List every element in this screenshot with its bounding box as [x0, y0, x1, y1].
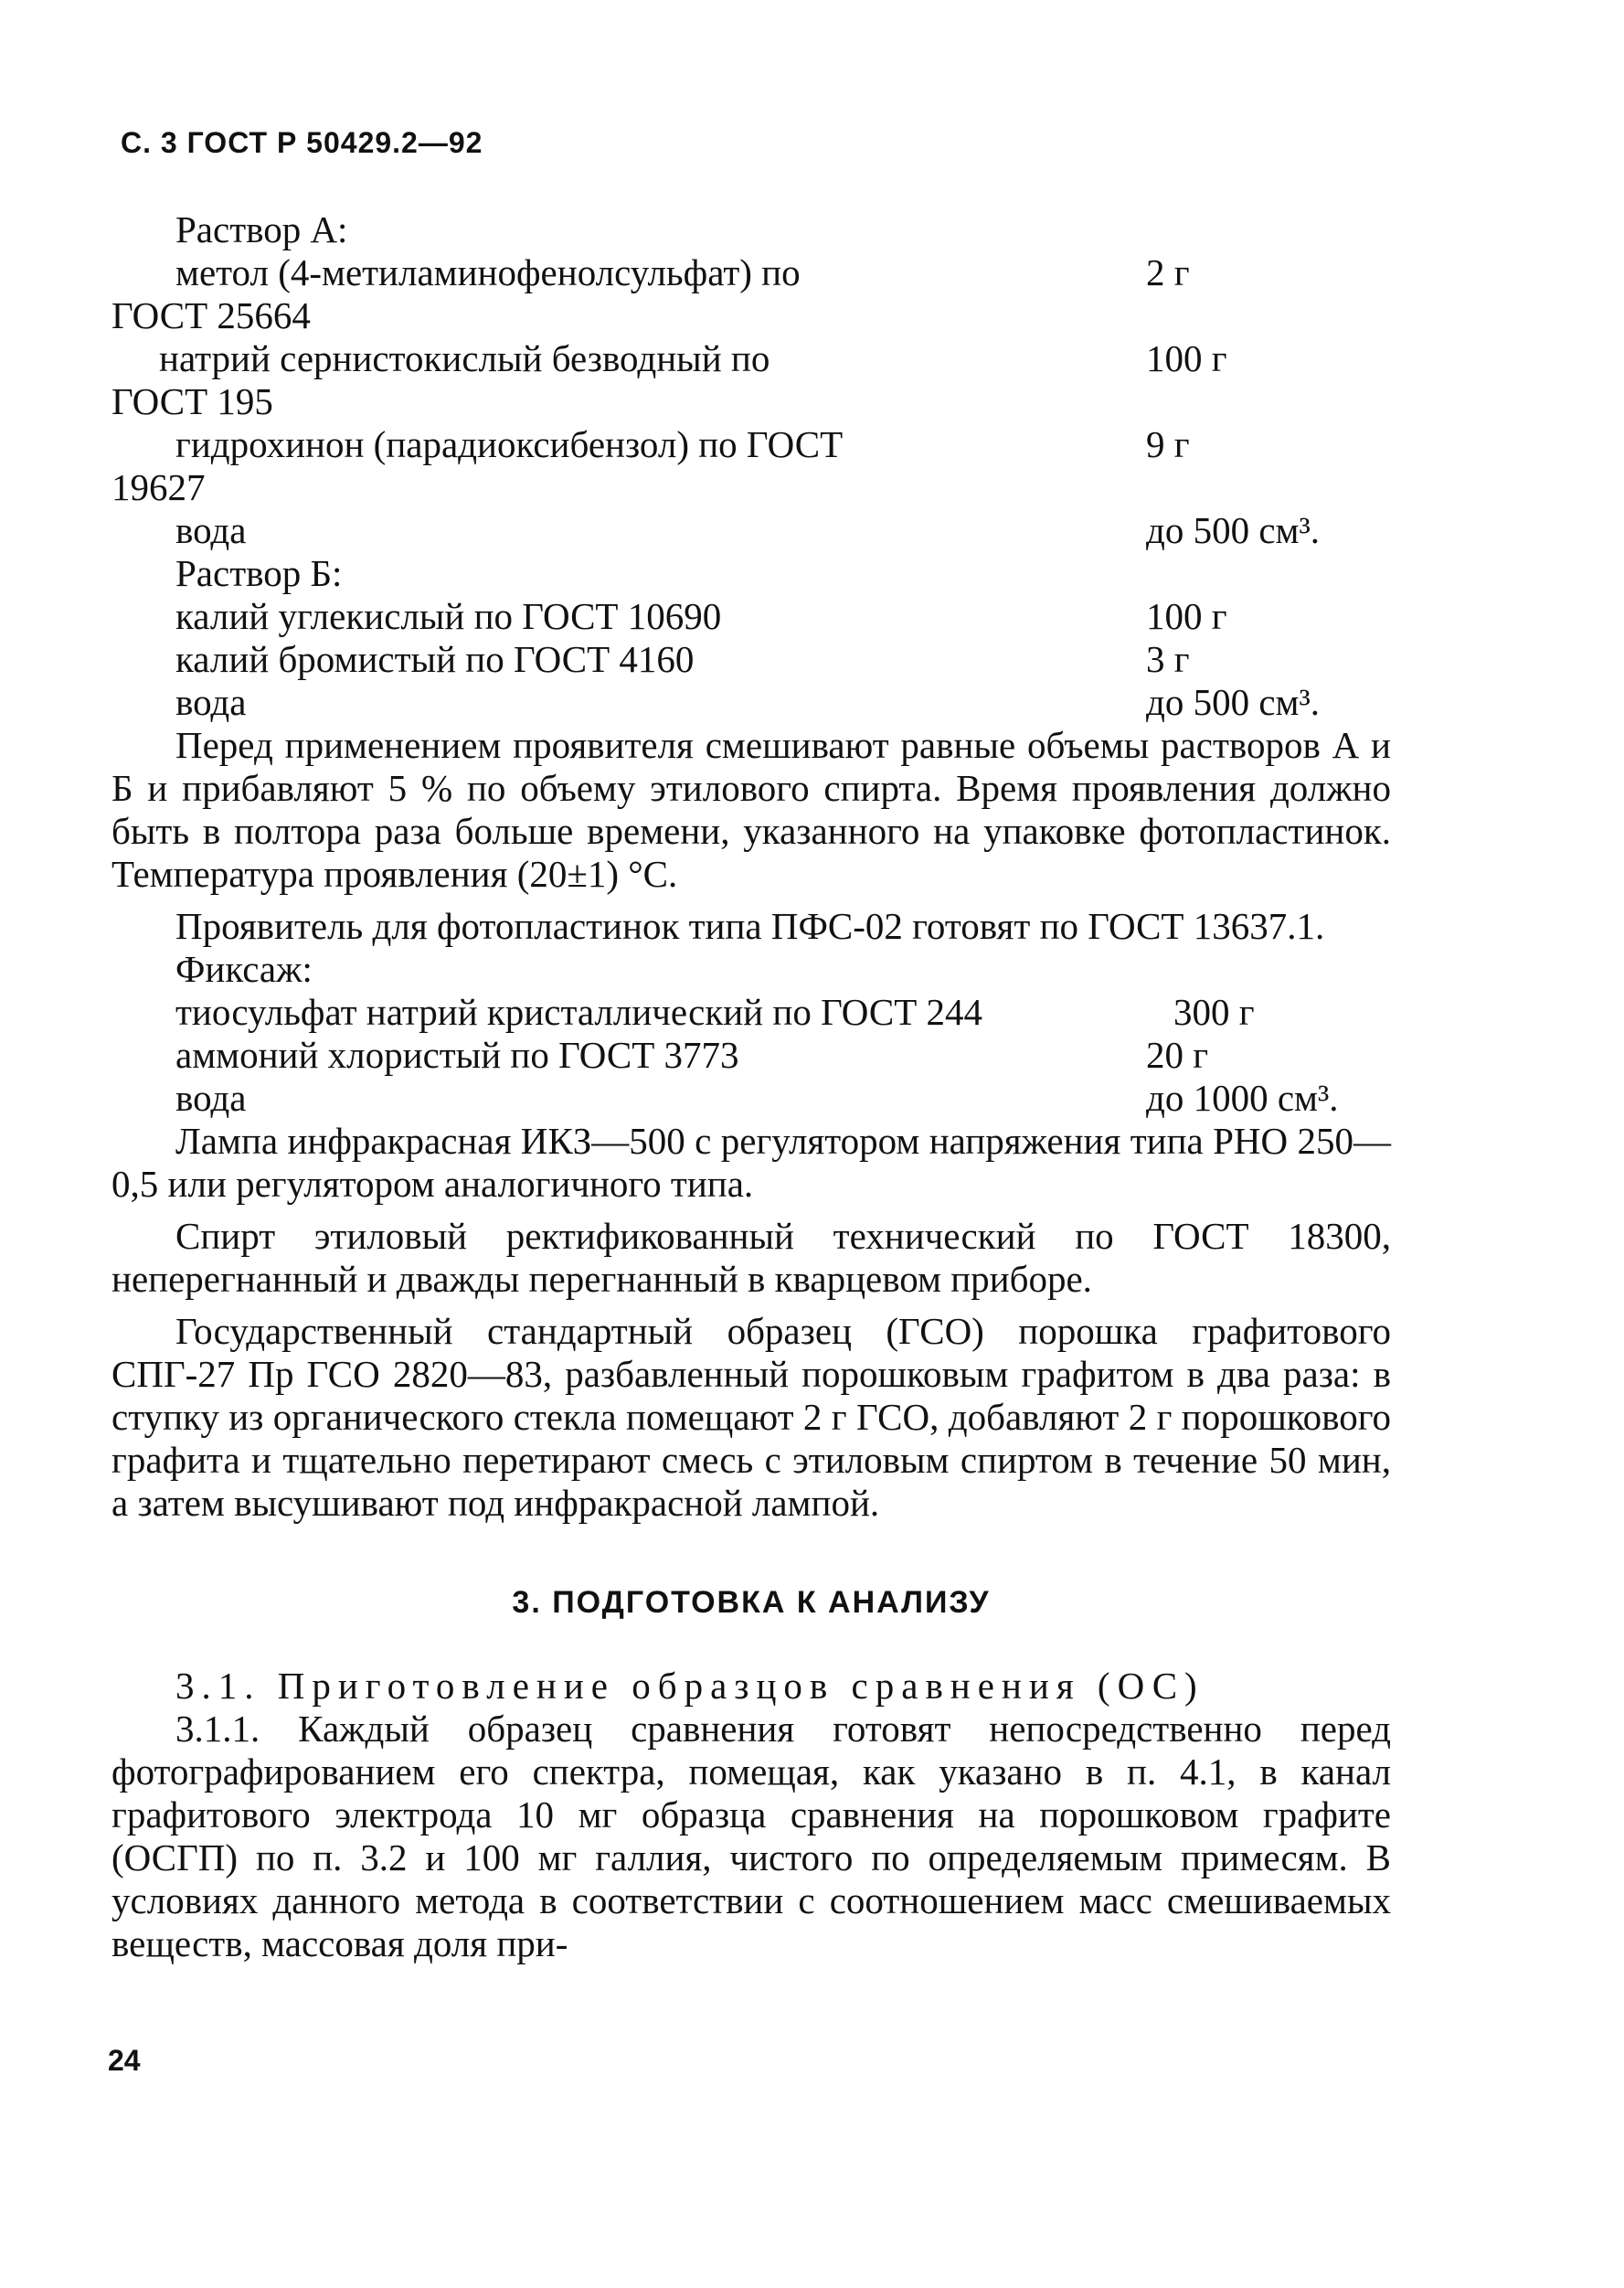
reagent-name: калий углекислый по ГОСТ 10690 — [175, 595, 722, 637]
fixer-title: Фиксаж: — [175, 948, 313, 990]
reagent-name: калий бромистый по ГОСТ 4160 — [175, 638, 695, 680]
list-item — [111, 991, 1391, 1034]
reagent-amount: 9 г — [1146, 423, 1190, 465]
reagent-name: натрий сернистокислый безводный по — [159, 337, 770, 379]
reagent-amount: 300 г — [1173, 991, 1255, 1033]
reagent-name-cont: ГОСТ 25664 — [111, 294, 311, 336]
paragraph-developer: Перед применением проявителя смешивают равные объемы растворов А и Б и прибавляют 5 % по объему этилового спирта. Время проявления должно быть в полтора раза больше времени, указанного на упаковке фотопластинок. Температура проявления (20±1) °С. — [111, 724, 1391, 895]
list-item — [111, 1077, 1391, 1120]
list-item — [111, 1034, 1391, 1077]
section-title: 3. ПОДГОТОВКА К АНАЛИЗУ — [512, 1585, 991, 1620]
reagent-name-cont: ГОСТ 195 — [111, 380, 273, 422]
list-item — [111, 509, 1391, 552]
list-item — [111, 681, 1391, 724]
reagent-amount: до 1000 см³. — [1146, 1077, 1339, 1119]
reagent-amount: до 500 см³. — [1146, 509, 1321, 551]
paragraph-lamp: Лампа инфракрасная ИКЗ—500 с регулятором напряжения типа РНО 250—0,5 или регулятором аналогичного типа. — [111, 1120, 1391, 1205]
reagent-name: тиосульфат натрий кристаллический по ГОСТ 244 — [175, 991, 983, 1033]
page-header: С. 3 ГОСТ Р 50429.2—92 — [121, 126, 483, 159]
reagent-name: вода — [175, 681, 247, 723]
list-item — [111, 423, 1391, 466]
list-item — [111, 638, 1391, 681]
document-body — [111, 208, 1391, 1965]
reagent-name: метол (4-метиламинофенолсульфат) по — [175, 251, 801, 293]
reagent-amount: 2 г — [1146, 251, 1190, 293]
solution-a-title: Раствор А: — [175, 208, 348, 250]
reagent-name: аммоний хлористый по ГОСТ 3773 — [175, 1034, 739, 1076]
paragraph-pfs: Проявитель для фотопластинок типа ПФС-02 готовят по ГОСТ 13637.1. — [175, 905, 1325, 947]
list-item — [111, 251, 1391, 294]
reagent-name: вода — [175, 1077, 247, 1119]
solution-b-title: Раствор Б: — [175, 552, 343, 594]
subsection-title: 3.1. Приготовление образцов сравнения (ОС) — [175, 1665, 1205, 1707]
reagent-name-cont: 19627 — [111, 466, 206, 508]
paragraph-alcohol: Спирт этиловый ректификованный технический по ГОСТ 18300, неперегнанный и дважды перегнанный в кварцевом приборе. — [111, 1215, 1391, 1300]
list-item — [111, 595, 1391, 638]
reagent-amount: 100 г — [1146, 595, 1227, 637]
page-number: 24 — [108, 2044, 141, 2077]
reagent-name: вода — [175, 509, 247, 551]
reagent-amount: 20 г — [1146, 1034, 1209, 1076]
paragraph-3-1-1: 3.1.1. Каждый образец сравнения готовят непосредственно перед фотографированием его спектра, помещая, как указано в п. 4.1, в канал графитового электрода 10 мг образца сравнения на порошковом графите (ОСГП) по п. 3.2 и 100 мг галлия, чистого по определяемым примесям. В условиях данного метода в соответствии с соотношением масс смешиваемых веществ, массовая доля при- — [111, 1708, 1391, 1964]
list-item — [111, 337, 1391, 380]
reagent-amount: до 500 см³. — [1146, 681, 1321, 723]
reagent-amount: 3 г — [1146, 638, 1190, 680]
paragraph-gso: Государственный стандартный образец (ГСО) порошка графитового СПГ-27 Пр ГСО 2820—83, разбавленный порошковым графитом в два раза: в ступку из органического стекла помещают 2 г ГСО, добавляют 2 г порошкового графита и тщательно перетирают смесь с этиловым спиртом в течение 50 мин, а затем высушивают под инфракрасной лампой. — [111, 1310, 1391, 1524]
reagent-name: гидрохинон (парадиоксибензол) по ГОСТ — [175, 423, 844, 465]
reagent-amount: 100 г — [1146, 337, 1227, 379]
